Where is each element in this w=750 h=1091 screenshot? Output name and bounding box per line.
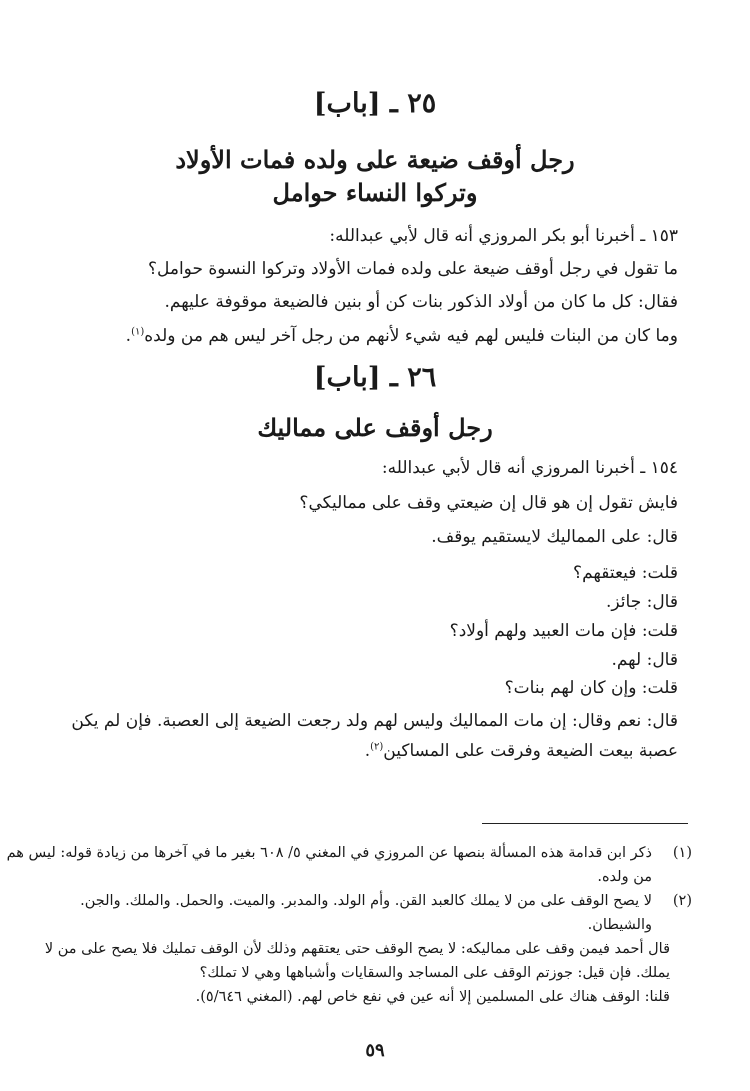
paragraph-answer-cont: وما كان من البنات فليس لهم فيه شيء لأنهم من رجل آخر ليس هم من ولده$^{(١)}$. xyxy=(125,326,678,346)
footnote-divider xyxy=(482,823,688,824)
paragraph-question: فايش تقول إن هو قال إن ضيعتي وقف على مماليكي؟ xyxy=(299,493,678,513)
footnote-ref-2: (٢) xyxy=(370,741,384,753)
dialogue-line: قال: جائز. xyxy=(606,592,678,612)
section-heading-25: ٢٥ ـ [باب] xyxy=(313,88,437,119)
footnote-text: ذكر ابن قدامة هذه المسألة بنصها عن المروزي في المغني ٥/ ٦٠٨ بغير ما في آخرها من زيادة قوله: ليس هم xyxy=(6,845,652,861)
page-number: ٥٩ xyxy=(365,1040,385,1061)
footnote-text: من ولده. xyxy=(597,869,652,885)
paragraph-153-intro: ١٥٣ ـ أخبرنا أبو بكر المروزي أنه قال لأبي عبدالله: xyxy=(329,226,678,246)
footnote-text: قال أحمد فيمن وقف على مماليكه: لا يصح الوقف حتى يعتقهم وذلك لأن الوقف تمليك فلا يصح على من لا xyxy=(44,941,670,957)
footnote-ref-1: (١) xyxy=(131,326,145,338)
section-title-25-line-2: وتركوا النساء حوامل xyxy=(272,178,478,207)
section-title-25-line-1: رجل أوقف ضيعة على ولده فمات الأولاد xyxy=(175,145,575,174)
section-title-26: رجل أوقف على مماليك xyxy=(257,413,493,442)
paragraph-question: ما تقول في رجل أوقف ضيعة على ولده فمات الأولاد وتركوا النسوة حوامل؟ xyxy=(147,259,678,279)
footnote-text: قلنا: الوقف هناك على المسلمين إلا أنه عين في نفع خاص لهم. (المغني ٥/٦٤٦). xyxy=(195,989,670,1005)
dialogue-line: قال: نعم وقال: إن مات المماليك وليس لهم ولد رجعت الضيعة إلى العصبة. فإن لم يكن xyxy=(71,711,678,731)
dialogue-line: قال: لهم. xyxy=(611,650,678,670)
dialogue-line: قلت: فيعتقهم؟ xyxy=(573,563,678,583)
paragraph-answer: قال: على المماليك لايستقيم يوقف. xyxy=(431,527,678,547)
dialogue-line: قلت: وإن كان لهم بنات؟ xyxy=(504,678,678,698)
paragraph-answer: فقال: كل ما كان من أولاد الذكور بنات كن أو بنين فالضيعة موقوفة عليهم. xyxy=(164,292,678,312)
section-heading-26: ٢٦ ـ [باب] xyxy=(313,362,437,393)
footnote-number: (١) xyxy=(672,845,692,861)
footnote-number: (٢) xyxy=(672,893,692,909)
dialogue-line-end: عصبة بيعت الضيعة وفرقت على المساكين$^{(٢)}$. xyxy=(364,741,678,761)
dialogue-line: قلت: فإن مات العبيد ولهم أولاد؟ xyxy=(449,621,678,641)
paragraph-154-intro: ١٥٤ ـ أخبرنا المروزي أنه قال لأبي عبدالله: xyxy=(381,458,678,478)
footnote-text: والشيطان. xyxy=(587,917,652,933)
footnote-text: لا يصح الوقف على من لا يملك كالعبد القن. وأم الولد. والمدبر. والميت. والحمل. والملك. والجن. xyxy=(80,893,652,909)
footnote-text: يملك. فإن قيل: جوزتم الوقف على المساجد والسقايات وأشباهها وهي لا تملك؟ xyxy=(199,965,670,981)
